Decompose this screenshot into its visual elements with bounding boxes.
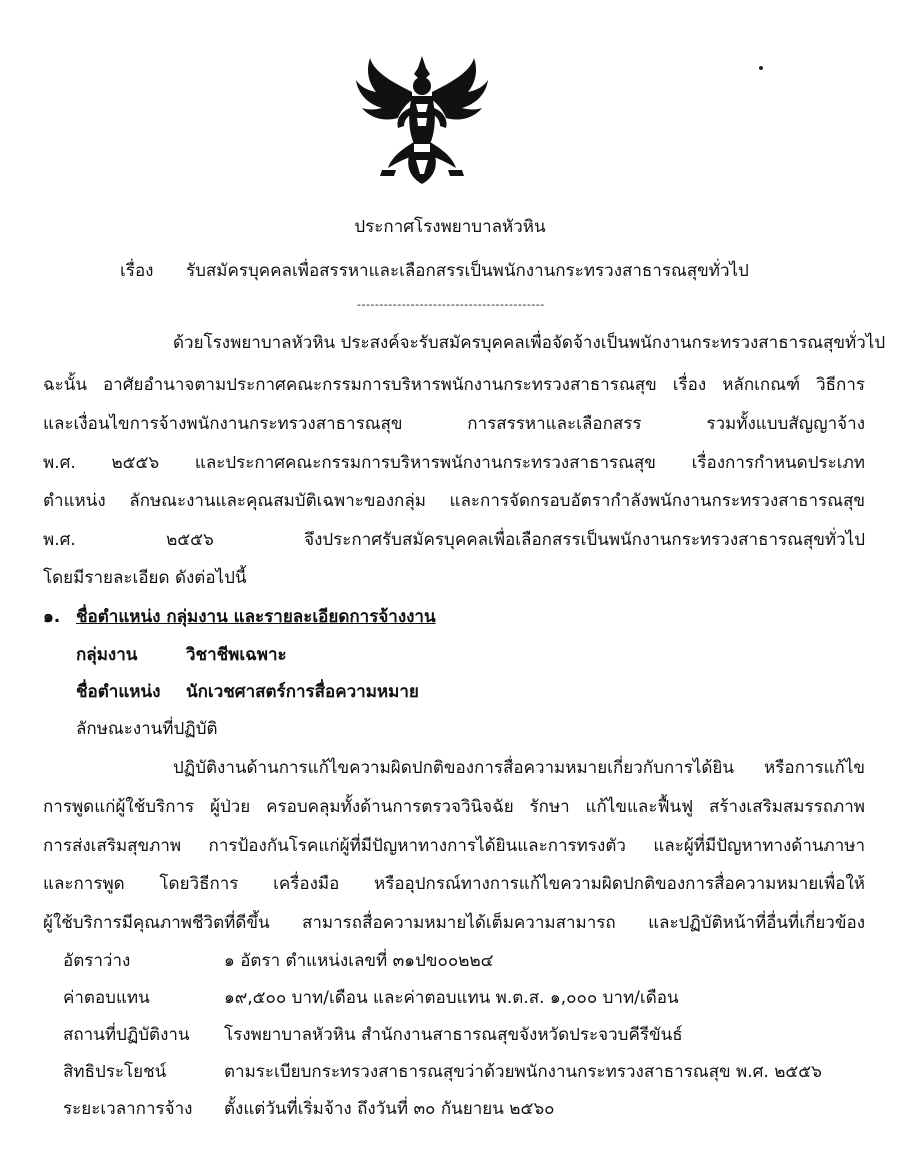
subject-label: เรื่อง (120, 261, 154, 281)
group-value: วิชาชีพเฉพาะ (186, 645, 287, 665)
section-heading: ชื่อตำแหน่ง กลุ่มงาน และรายละเอียดการจ้างงาน (76, 607, 436, 627)
position-label: ชื่อตำแหน่ง (76, 682, 161, 702)
position-value: นักเวชศาสตร์การสื่อความหมาย (186, 682, 419, 702)
duties-line-3: การส่งเสริมสุขภาพ การป้องกันโรคแก่ผู้ที่มีปัญหาทางการได้ยินและการทรงตัว และผู้ที่มีปัญหาทางด้านภาษา (43, 836, 865, 856)
intro-line-7: โดยมีรายละเอียด ดังต่อไปนี้ (43, 568, 247, 588)
detail-value-period: ตั้งแต่วันที่เริ่มจ้าง ถึงวันที่ ๓๐ กันยายน ๒๕๖๐ (224, 1099, 555, 1119)
announcement-title: ประกาศโรงพยาบาลหัวหิน (354, 217, 546, 237)
duties-line-1: ปฏิบัติงานด้านการแก้ไขความผิดปกติของการสื่อความหมายเกี่ยวกับการได้ยิน หรือการแก้ไข (173, 758, 865, 778)
detail-label-benefits: สิทธิประโยชน์ (63, 1062, 167, 1082)
intro-line-4: พ.ศ. ๒๕๕๖ และประกาศคณะกรรมการบริหารพนักงานกระทรวงสาธารณสุข เรื่องการกำหนดประเภท (43, 453, 865, 473)
detail-value-vacancy: ๑ อัตรา ตำแหน่งเลขที่ ๓๑ปข๐๐๒๒๔ (224, 951, 494, 971)
duties-heading: ลักษณะงานที่ปฏิบัติ (76, 719, 218, 739)
detail-value-salary: ๑๙,๕๐๐ บาท/เดือน และค่าตอบแทน พ.ต.ส. ๑,๐๐๐ บาท/เดือน (224, 988, 679, 1008)
section-number: ๑. (43, 607, 61, 627)
intro-line-6: พ.ศ. ๒๕๕๖ จึงประกาศรับสมัครบุคคลเพื่อเลือกสรรเป็นพนักงานกระทรวงสาธารณสุขทั่วไป (43, 530, 865, 550)
detail-label-period: ระยะเวลาการจ้าง (63, 1099, 193, 1119)
garuda-emblem-icon (352, 52, 492, 187)
detail-label-vacancy: อัตราว่าง (63, 951, 131, 971)
intro-line-2: ฉะนั้น อาศัยอำนาจตามประกาศคณะกรรมการบริหารพนักงานกระทรวงสาธารณสุข เรื่อง หลักเกณฑ์ วิธีการ (43, 375, 865, 395)
title-divider: ------------------------------------------ (357, 298, 545, 311)
duties-line-2: การพูดแก่ผู้ใช้บริการ ผู้ป่วย ครอบคลุมทั้งด้านการตรวจวินิจฉัย รักษา แก้ไขและฟื้นฟู สร้างเสริมสมรรถภาพ (43, 797, 865, 817)
detail-label-salary: ค่าตอบแทน (63, 988, 150, 1008)
duties-line-4: และการพูด โดยวิธีการ เครื่องมือ หรืออุปกรณ์ทางการแก้ไขความผิดปกติของการสื่อความหมายเพื่อให้ (43, 874, 865, 894)
group-label: กลุ่มงาน (76, 645, 138, 665)
subject-text: รับสมัครบุคคลเพื่อสรรหาและเลือกสรรเป็นพนักงานกระทรวงสาธารณสุขทั่วไป (186, 261, 749, 281)
duties-line-5: ผู้ใช้บริการมีคุณภาพชีวิตที่ดีขึ้น สามารถสื่อความหมายได้เต็มความสามารถ และปฏิบัติหน้าที่อื่นที่เกี่ยวข้อง (43, 913, 865, 933)
scan-speck (759, 66, 763, 70)
intro-line-3: และเงื่อนไขการจ้างพนักงานกระทรวงสาธารณสุข การสรรหาและเลือกสรร รวมทั้งแบบสัญญาจ้าง (43, 414, 865, 434)
detail-label-workplace: สถานที่ปฏิบัติงาน (63, 1025, 190, 1045)
detail-value-benefits: ตามระเบียบกระทรวงสาธารณสุขว่าด้วยพนักงานกระทรวงสาธารณสุข พ.ศ. ๒๕๕๖ (224, 1062, 822, 1082)
intro-line-5: ตำแหน่ง ลักษณะงานและคุณสมบัติเฉพาะของกลุ่ม และการจัดกรอบอัตรากำลังพนักงานกระทรวงสาธารณสุข (43, 491, 865, 511)
detail-value-workplace: โรงพยาบาลหัวหิน สำนักงานสาธารณสุขจังหวัดประจวบคีรีขันธ์ (224, 1025, 683, 1045)
intro-line-1: ด้วยโรงพยาบาลหัวหิน ประสงค์จะรับสมัครบุคคลเพื่อจัดจ้างเป็นพนักงานกระทรวงสาธารณสุขทั่วไป (173, 333, 886, 353)
